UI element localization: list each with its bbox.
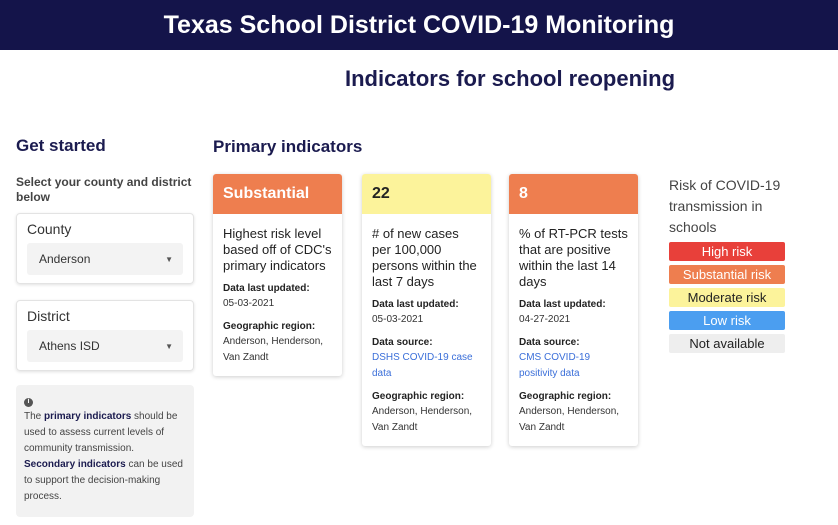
region-label: Geographic region:	[519, 391, 612, 402]
info-icon: i	[24, 398, 33, 407]
district-select[interactable]	[27, 330, 183, 362]
source-label: Data source:	[519, 337, 580, 348]
updated-label: Data last updated:	[519, 299, 606, 310]
info-text: should be used to assess current levels of community transmission.	[24, 411, 178, 454]
county-value: Anderson	[39, 252, 91, 266]
county-selector-card	[16, 213, 194, 284]
source-link[interactable]: DSHS COVID-19 case data	[372, 352, 473, 379]
region-value: Anderson, Henderson, Van Zandt	[519, 406, 620, 433]
info-text: can be used to support the decision-making process.	[24, 459, 183, 502]
page-subtitle: Indicators for school reopening	[344, 66, 676, 91]
chevron-down-icon: ▼	[165, 254, 173, 264]
district-value: Athens ISD	[39, 339, 100, 353]
region-label: Geographic region:	[372, 391, 465, 402]
indicator-card-positivity	[509, 174, 638, 446]
source-label: Data source:	[372, 337, 433, 348]
card-header: Substantial	[213, 174, 342, 214]
updated-value: 04-27-2021	[519, 314, 571, 325]
card-description: % of RT-PCR tests that are positive within the last 14 days	[519, 226, 628, 289]
card-description: Highest risk level based off of CDC's primary indicators	[223, 226, 332, 273]
card-description: # of new cases per 100,000 persons within the last 7 days	[372, 226, 477, 289]
info-text: The	[24, 411, 45, 422]
source-link[interactable]: CMS COVID-19 positivity data	[519, 352, 591, 379]
updated-label: Data last updated:	[372, 299, 459, 310]
risk-legend	[669, 175, 799, 353]
region-label: Geographic region:	[223, 321, 316, 332]
app-header	[0, 0, 838, 50]
legend-item-not-available: Not available	[669, 334, 785, 353]
updated-value: 05-03-2021	[223, 298, 275, 309]
region-value: Anderson, Henderson, Van Zandt	[372, 406, 473, 433]
county-select[interactable]	[27, 243, 183, 275]
select-hint: Select your county and district below	[16, 175, 192, 204]
county-label: County	[27, 221, 72, 237]
card-header: 8	[509, 174, 638, 214]
indicator-card-risk-level	[213, 174, 342, 376]
legend-item-high-risk: High risk	[669, 242, 785, 261]
primary-indicators-link[interactable]: primary indicators	[44, 411, 132, 422]
region-value: Anderson, Henderson, Van Zandt	[223, 336, 324, 363]
primary-indicators-heading: Primary indicators	[213, 137, 363, 156]
sidebar	[16, 136, 194, 517]
district-selector-card	[16, 300, 194, 371]
legend-item-substantial-risk: Substantial risk	[669, 265, 785, 284]
get-started-heading: Get started	[16, 136, 106, 155]
chevron-down-icon: ▼	[165, 341, 173, 351]
district-label: District	[27, 308, 70, 324]
updated-value: 05-03-2021	[372, 314, 424, 325]
legend-item-low-risk: Low risk	[669, 311, 785, 330]
updated-label: Data last updated:	[223, 283, 310, 294]
info-box	[16, 385, 194, 517]
indicator-card-new-cases	[362, 174, 491, 446]
secondary-indicators-link[interactable]: Secondary indicators	[24, 459, 126, 470]
legend-title: Risk of COVID-19 transmission in schools	[669, 177, 781, 235]
legend-item-moderate-risk: Moderate risk	[669, 288, 785, 307]
app-title: Texas School District COVID-19 Monitoring	[163, 10, 675, 39]
card-header: 22	[362, 174, 491, 214]
